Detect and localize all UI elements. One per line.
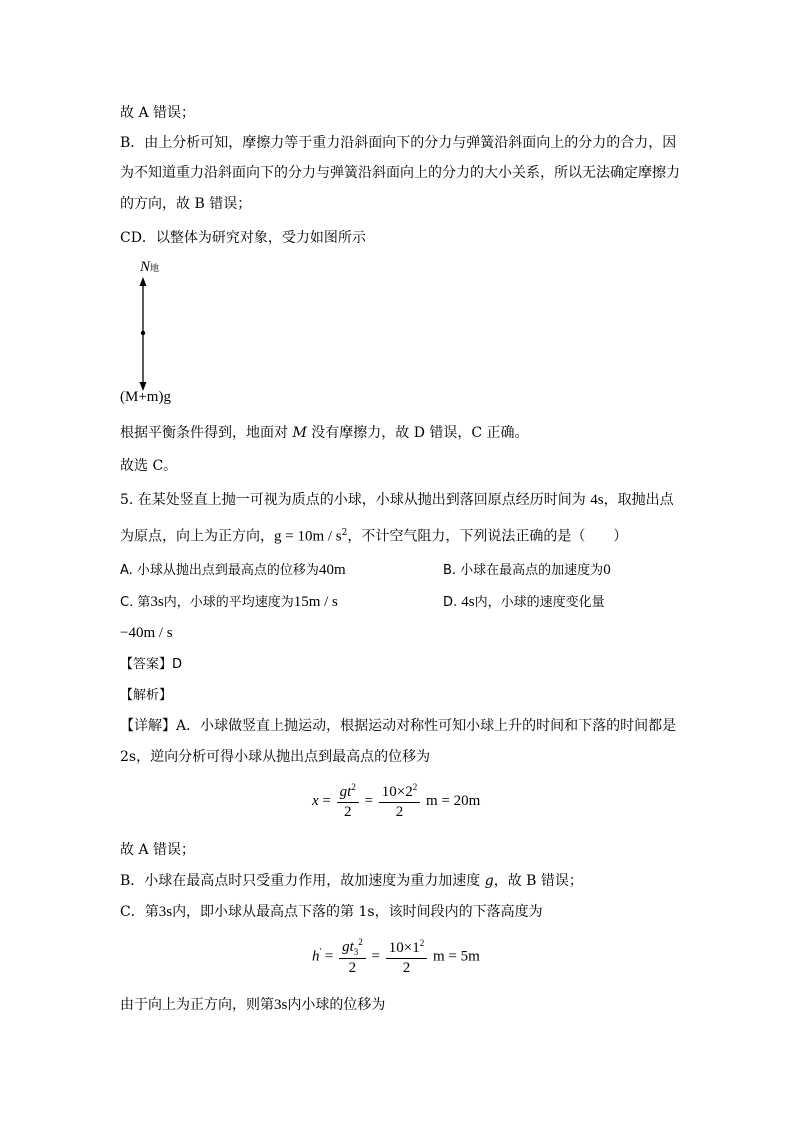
text-line: B．由上分析可知，摩擦力等于重力沿斜面向下的分力与弹簧沿斜面向上的分力的合力，因 [120, 135, 677, 151]
text-line: 的方向，故 B 错误； [120, 196, 252, 212]
text-line: 故 A 错误； [120, 842, 196, 858]
option-b: B. 小球在最高点的加速度为0 [443, 562, 611, 578]
text-line: B．小球在最高点时只受重力作用，故加速度为重力加速度 g，故 B 错误； [120, 873, 583, 889]
text-line: 由于向上为正方向，则第3s内小球的位移为 [120, 997, 386, 1013]
question-5-stem: 5. 在某处竖直上抛一可视为质点的小球，小球从抛出到落回原点经历时间为 4s，取抛出点 [120, 492, 674, 508]
text-line: CD．以整体为研究对象，受力如图所示 [120, 230, 366, 246]
text-line: 为不知道重力沿斜面向下的分力与弹簧沿斜面向上的分力的大小关系，所以无法确定摩擦力 [120, 165, 680, 181]
equation-height: h' = $\frac{gt_3^2}{2}$ = $\frac{10\times 1^2}{2}$ m = 5m [312, 937, 480, 976]
text-line: C．第3s内，即小球从最高点下落的第 1s，该时间段内的下落高度为 [120, 904, 543, 920]
normal-force-label: N地 [140, 259, 160, 275]
text-line: 根据平衡条件得到，地面对 M 没有摩擦力，故 D 错误，C 正确。 [120, 425, 529, 441]
answer-label: 【答案】D [120, 657, 183, 672]
text-line: 2s，逆向分析可得小球从抛出点到最高点的位移为 [120, 749, 431, 765]
text-line: 故选 C。 [120, 458, 178, 474]
analysis-label: 【解析】 [120, 688, 173, 703]
option-a: A. 小球从抛出点到最高点的位移为40m [120, 562, 346, 578]
force-diagram [120, 255, 240, 415]
option-d-value: −40m / s [120, 625, 173, 641]
option-c: C. 第3s内，小球的平均速度为15m / s [120, 594, 338, 610]
equation-displacement: x = $\frac{gt^2}{2}$ = $\frac{10\times 2^2}{2}$ m = 20m [312, 782, 481, 820]
gravity-label: (M+m)g [120, 389, 171, 405]
text-line: 故 A 错误； [120, 105, 196, 121]
option-d: D. 4s内，小球的速度变化量 [443, 594, 605, 610]
text-line: 【详解】A．小球做竖直上抛运动，根据运动对称性可知小球上升的时间和下落的时间都是 [120, 718, 677, 734]
question-5-stem: 为原点，向上为正方向，$g = 10m / s^2$，不计空气阻力，下列说法正确的是（ ） [120, 528, 628, 545]
